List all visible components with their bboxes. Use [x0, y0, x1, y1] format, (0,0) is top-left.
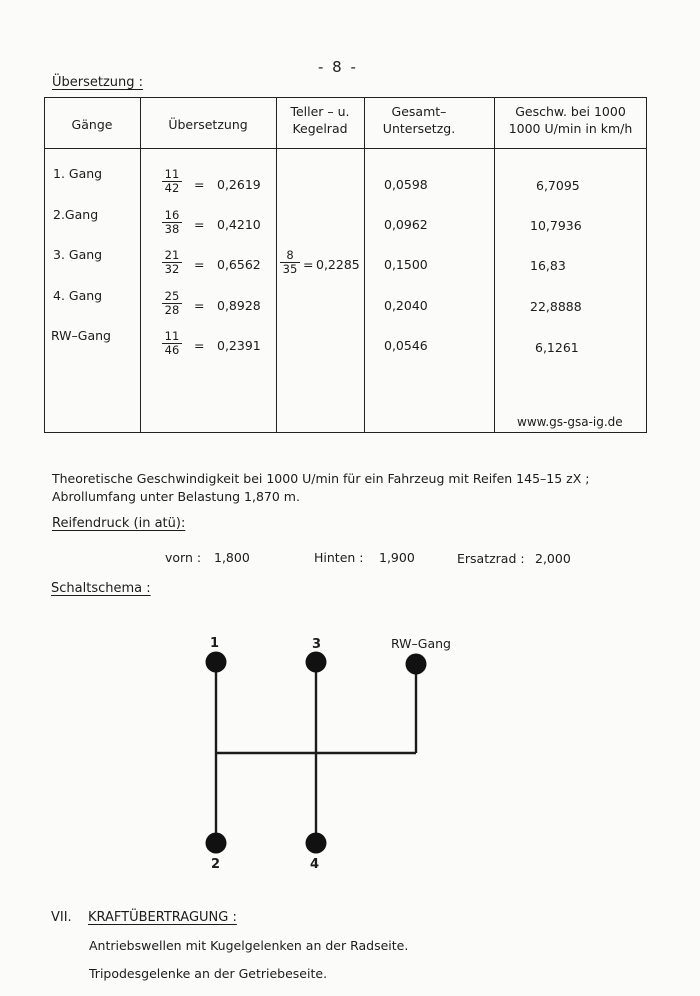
tire-pressure-spare-value: 2,000: [535, 551, 571, 566]
gear-2-knob: [206, 833, 227, 854]
tire-pressure-spare-label: Ersatzrad :: [457, 551, 525, 566]
section-number: VII.: [51, 910, 72, 925]
ratio-value: 0,6562: [217, 257, 261, 272]
header-gaenge: Gänge: [71, 117, 113, 132]
header-gesamt-line1: Gesamt–: [391, 104, 447, 119]
gear-label-3: 3: [312, 637, 322, 652]
section-heading-uebersetzung: Übersetzung :: [52, 75, 144, 90]
header-geschw-line1: Geschw. bei 1000: [515, 104, 626, 119]
section-heading-schaltschema: Schaltschema :: [51, 581, 151, 596]
fraction-numerator: 11: [162, 168, 182, 182]
fraction-numerator: 25: [162, 290, 182, 304]
gang-label: 2.Gang: [53, 207, 99, 222]
ratio-fraction: [162, 330, 182, 357]
section-heading-kraftuebertragung: KRAFTÜBERTRAGUNG :: [88, 910, 237, 925]
fraction-denominator: 42: [164, 181, 180, 195]
geschw-value: 22,8888: [530, 299, 582, 314]
ratio-fraction: [162, 209, 182, 236]
gear-label-1: 1: [210, 636, 220, 651]
geschw-value: 6,1261: [535, 340, 579, 355]
gang-label: RW–Gang: [51, 328, 111, 343]
fraction-denominator: 38: [164, 222, 180, 236]
theory-line-1: Theoretische Geschwindigkeit bei 1000 U/min für ein Fahrzeug mit Reifen 145–15 zX ;: [52, 471, 590, 486]
equals-sign: =: [194, 338, 205, 353]
fraction-numerator: 21: [162, 249, 182, 263]
gear-3-knob: [306, 652, 327, 673]
header-gesamt: [364, 103, 474, 137]
equals-sign: =: [194, 177, 205, 192]
theory-line-2: Abrollumfang unter Belastung 1,870 m.: [52, 489, 300, 504]
ratio-fraction: [162, 249, 182, 276]
page-number: - 8 -: [318, 58, 358, 76]
gear-1-knob: [206, 652, 227, 673]
header-geschw-line2: 1000 U/min in km/h: [508, 121, 633, 136]
teller-ratio-value: 0,2285: [316, 257, 360, 272]
tire-pressure-rear-value: 1,900: [379, 550, 415, 565]
equals-sign: =: [194, 257, 205, 272]
ratio-fraction: [162, 290, 182, 317]
teller-fraction: [280, 249, 300, 276]
drive-shaft-text: Antriebswellen mit Kugelgelenken an der Radseite.: [89, 938, 409, 953]
ratio-value: 0,8928: [217, 298, 261, 313]
equals-sign: =: [194, 298, 205, 313]
gesamt-value: 0,0598: [384, 177, 428, 192]
ratio-value: 0,2391: [217, 338, 261, 353]
header-geschwindigkeit: [494, 103, 647, 137]
gear-label-4: 4: [310, 857, 320, 872]
geschw-value: 10,7936: [530, 218, 582, 233]
tire-pressure-front-label: vorn :: [165, 550, 202, 565]
header-teller-line1: Teller – u.: [290, 104, 350, 119]
geschw-value: 6,7095: [536, 178, 580, 193]
gesamt-value: 0,0962: [384, 217, 428, 232]
header-gesamt-line2: Untersetzg.: [382, 121, 456, 136]
gesamt-value: 0,1500: [384, 257, 428, 272]
header-uebersetzung: Übersetzung: [168, 117, 248, 132]
ratio-value: 0,4210: [217, 217, 261, 232]
gear-label-rw: RW–Gang: [391, 636, 451, 651]
fraction-numerator: 16: [162, 209, 182, 223]
gear-4-knob: [306, 833, 327, 854]
theory-paragraph: [52, 470, 589, 506]
website-watermark: www.gs-gsa-ig.de: [517, 415, 623, 429]
fraction-denominator: 32: [164, 262, 180, 276]
geschw-value: 16,83: [530, 258, 566, 273]
section-heading-reifendruck: Reifendruck (in atü):: [52, 516, 186, 531]
tripod-joint-text: Tripodesgelenke an der Getriebeseite.: [89, 966, 328, 981]
gear-rw-knob: [406, 654, 427, 675]
ratio-fraction: [162, 168, 182, 195]
header-teller-line2: Kegelrad: [292, 121, 348, 136]
ratio-value: 0,2619: [217, 177, 261, 192]
fraction-numerator: 11: [162, 330, 182, 344]
fraction-denominator: 28: [164, 303, 180, 317]
gang-label: 3. Gang: [53, 247, 103, 262]
gang-label: 4. Gang: [53, 288, 103, 303]
fraction-denominator: 46: [164, 343, 180, 357]
table-header-divider: [44, 148, 647, 149]
tire-pressure-rear-label: Hinten :: [314, 550, 364, 565]
equals-sign: =: [303, 257, 314, 272]
gesamt-value: 0,2040: [384, 298, 428, 313]
gang-label: 1. Gang: [53, 166, 103, 181]
fraction-numerator: 8: [280, 249, 300, 263]
fraction-denominator: 35: [282, 262, 298, 276]
equals-sign: =: [194, 217, 205, 232]
gear-label-2: 2: [211, 857, 221, 872]
gesamt-value: 0,0546: [384, 338, 428, 353]
tire-pressure-front-value: 1,800: [214, 550, 250, 565]
header-teller-kegelrad: [276, 103, 364, 137]
